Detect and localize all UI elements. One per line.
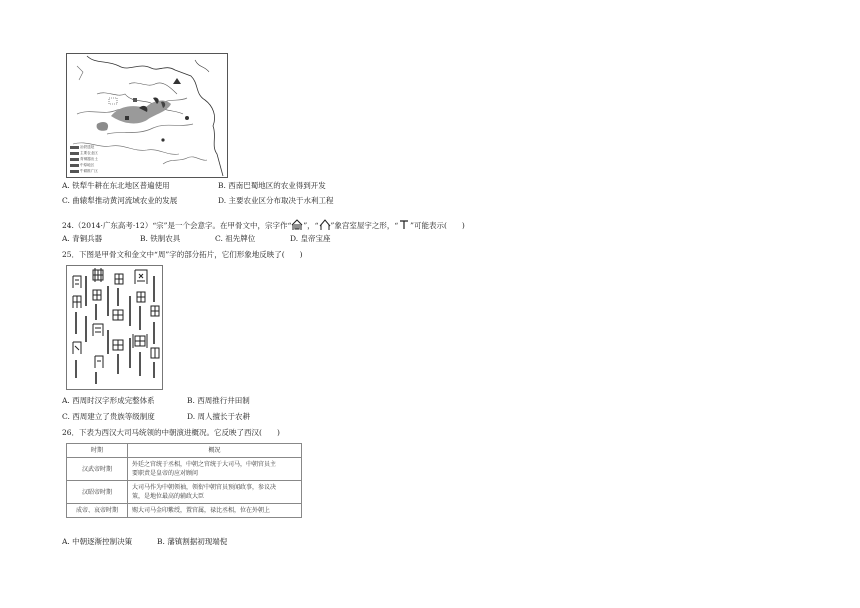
q24-option-a[interactable]: A. 青铜兵器 [62, 234, 103, 243]
table-cell-summary [128, 504, 302, 518]
table-row [67, 481, 302, 504]
oracle-roof-glyph-icon [319, 219, 331, 230]
legend-item: 冶铁遗址 [80, 145, 95, 149]
q25-option-c[interactable]: C. 西周建立了贵族等级制度 [62, 412, 155, 421]
q26-option-b[interactable]: B. 藩镇割据初现端倪 [157, 537, 228, 546]
oracle-tablet-glyph-icon [398, 219, 410, 230]
oracle-zong-glyph-icon [291, 219, 303, 230]
summary-line: 外廷之官统于丞相，中朝之官统于大司马，中朝官员主 [132, 461, 277, 468]
table-cell-summary [128, 458, 302, 481]
table-header: 概况 [128, 444, 302, 458]
q23-option-a[interactable]: A. 铁犁牛耕在东北地区普遍使用 [62, 181, 170, 190]
q24-stem-part: ”象宫室屋宇之形，“ [330, 221, 399, 230]
q23-option-d[interactable]: D. 主要农业区分布取决于水利工程 [218, 196, 334, 205]
summary-line: 赐大司马金印紫绶，置官属，禄比丞相，位在外朝上 [132, 507, 271, 514]
rubbings-drawing [67, 266, 162, 389]
table-row [67, 504, 302, 518]
q24-option-d[interactable]: D. 皇帝宝座 [290, 234, 331, 243]
summary-line: 要职责是皇帝的应对顾问 [132, 470, 199, 477]
q26-stem: 26．下表为西汉大司马统领的中朝演进概况。它反映了西汉( ) [62, 428, 280, 437]
q23-option-c[interactable]: C. 曲辕犁推动黄河流域农业的发展 [62, 196, 178, 205]
summary-line: 大司马作为中朝领袖，领衔中朝官员预闻政事，参议决 [132, 484, 277, 491]
legend-item: 中原地区 [80, 163, 95, 167]
q24-stem-part: ”，“ [303, 221, 319, 230]
table-header-row [67, 444, 302, 458]
table-cell-period: 成帝、哀帝时期 [67, 504, 128, 518]
table-header: 时期 [67, 444, 128, 458]
legend-item: 青铜器出土 [80, 157, 98, 161]
legend-item: 主要农业区 [80, 151, 98, 155]
q26-option-a[interactable]: A. 中朝逐渐控制决策 [62, 537, 133, 546]
map-legend [80, 144, 98, 174]
q25-option-d[interactable]: D. 周人擅长于农耕 [187, 412, 251, 421]
table-cell-period: 汉昭帝时期 [67, 481, 128, 504]
q24-option-c[interactable]: C. 祖先牌位 [215, 234, 256, 243]
q25-option-b[interactable]: B. 西周推行井田制 [187, 396, 250, 405]
summary-line: 策，是地位最高的辅政大臣 [132, 493, 205, 500]
q24-stem-part: ”可能表示( ) [410, 221, 465, 230]
ancient-agriculture-map [66, 53, 228, 178]
table-cell-period: 汉武帝时期 [67, 458, 128, 481]
table-cell-summary [128, 481, 302, 504]
legend-item: 牛耕推广区 [80, 169, 98, 173]
q24-stem-part: 24.（2014·广东高考·12）“宗”是一个会意字。在甲骨文中，宗字作“ [62, 221, 292, 230]
zhou-character-rubbings [66, 265, 163, 390]
q23-option-b[interactable]: B. 西南巴蜀地区的农业得到开发 [218, 181, 326, 190]
q25-option-a[interactable]: A. 西周时汉字形成完整体系 [62, 396, 155, 405]
q24-option-b[interactable]: B. 铁制农具 [140, 234, 181, 243]
table-row [67, 458, 302, 481]
q24-stem [62, 219, 465, 231]
zhongchao-evolution-table [66, 443, 302, 518]
q25-stem: 25．下图是甲骨文和金文中“周”字的部分拓片，它们形象地反映了( ) [62, 250, 303, 259]
